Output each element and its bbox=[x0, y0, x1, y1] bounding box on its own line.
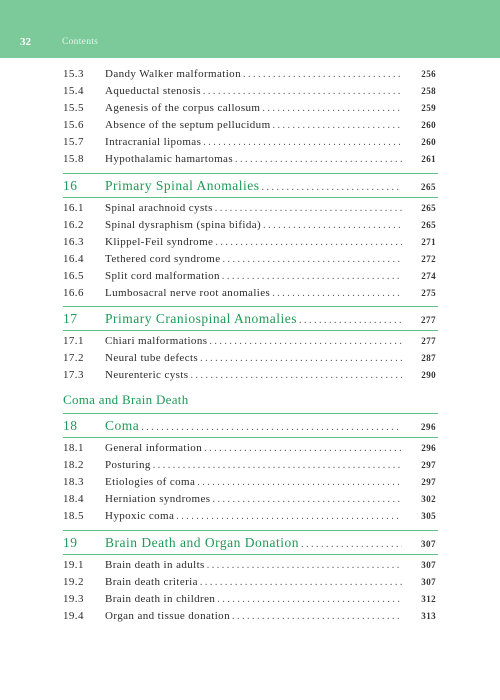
entry-number: 19.4 bbox=[63, 610, 84, 622]
toc-entry[interactable] bbox=[63, 68, 436, 84]
entry-page: 275 bbox=[421, 288, 436, 298]
chapter-rule bbox=[63, 197, 438, 198]
leader-dots bbox=[217, 594, 402, 605]
leader-dots bbox=[301, 539, 402, 550]
entry-title: Agenesis of the corpus callosum bbox=[105, 102, 261, 114]
entry-number: 16.1 bbox=[63, 202, 84, 214]
toc-entry[interactable] bbox=[63, 576, 436, 592]
section-heading: Coma and Brain Death bbox=[63, 392, 189, 407]
toc-chapter[interactable] bbox=[63, 418, 436, 436]
toc-entry[interactable] bbox=[63, 593, 436, 609]
leader-dots bbox=[207, 560, 402, 571]
entry-number: 16.4 bbox=[63, 253, 84, 265]
leader-dots bbox=[235, 154, 402, 165]
entry-number: 19.2 bbox=[63, 576, 84, 588]
chapter-page: 277 bbox=[421, 315, 436, 325]
toc-entry[interactable] bbox=[63, 369, 436, 385]
entry-page: 297 bbox=[421, 477, 436, 487]
entry-page: 258 bbox=[421, 86, 436, 96]
toc-entry[interactable] bbox=[63, 202, 436, 218]
toc-entry[interactable] bbox=[63, 102, 436, 118]
entry-title: Lumbosacral nerve root anomalies bbox=[105, 287, 271, 299]
toc-entry[interactable] bbox=[63, 236, 436, 252]
entry-title: Tethered cord syndrome bbox=[105, 253, 221, 265]
entry-page: 272 bbox=[421, 254, 436, 264]
chapter-rule bbox=[63, 554, 438, 555]
entry-title: Posturing bbox=[105, 459, 151, 471]
entry-number: 18.1 bbox=[63, 442, 84, 454]
entry-title: Aqueductal stenosis bbox=[105, 85, 201, 97]
toc-entry[interactable] bbox=[63, 287, 436, 303]
toc-entry[interactable] bbox=[63, 476, 436, 492]
chapter-rule bbox=[63, 173, 438, 174]
leader-dots bbox=[197, 477, 402, 488]
entry-title: Spinal dysraphism (spina bifida) bbox=[105, 219, 262, 231]
toc-entry[interactable] bbox=[63, 352, 436, 368]
toc-entry[interactable] bbox=[63, 493, 436, 509]
leader-dots bbox=[200, 353, 402, 364]
entry-page: 312 bbox=[421, 594, 436, 604]
entry-number: 18.3 bbox=[63, 476, 84, 488]
chapter-rule bbox=[63, 306, 438, 307]
entry-page: 297 bbox=[421, 460, 436, 470]
toc-entry[interactable] bbox=[63, 119, 436, 135]
toc-chapter[interactable] bbox=[63, 311, 436, 329]
leader-dots bbox=[153, 460, 402, 471]
entry-page: 305 bbox=[421, 511, 436, 521]
entry-number: 16.5 bbox=[63, 270, 84, 282]
entry-number: 16.6 bbox=[63, 287, 84, 299]
entry-title: Brain death criteria bbox=[105, 576, 198, 588]
toc-entry[interactable] bbox=[63, 335, 436, 351]
leader-dots bbox=[223, 254, 402, 265]
chapter-page: 265 bbox=[421, 182, 436, 192]
toc-chapter[interactable] bbox=[63, 535, 436, 553]
toc-entry[interactable] bbox=[63, 510, 436, 526]
entry-number: 16.2 bbox=[63, 219, 84, 231]
entry-page: 261 bbox=[421, 154, 436, 164]
leader-dots bbox=[263, 220, 402, 231]
entry-page: 290 bbox=[421, 370, 436, 380]
entry-page: 259 bbox=[421, 103, 436, 113]
chapter-page: 307 bbox=[421, 539, 436, 549]
entry-page: 274 bbox=[421, 271, 436, 281]
chapter-number: 17 bbox=[63, 311, 78, 326]
chapter-rule bbox=[63, 330, 438, 331]
entry-number: 15.3 bbox=[63, 68, 84, 80]
chapter-title: Primary Spinal Anomalies bbox=[105, 178, 260, 193]
entry-number: 19.3 bbox=[63, 593, 84, 605]
chapter-rule bbox=[63, 413, 438, 414]
leader-dots bbox=[299, 315, 402, 326]
entry-number: 17.1 bbox=[63, 335, 84, 347]
entry-title: Etiologies of coma bbox=[105, 476, 196, 488]
leader-dots bbox=[190, 370, 402, 381]
entry-page: 313 bbox=[421, 611, 436, 621]
entry-number: 18.5 bbox=[63, 510, 84, 522]
leader-dots bbox=[215, 203, 402, 214]
running-title: Contents bbox=[62, 37, 99, 47]
page-header bbox=[0, 0, 500, 58]
toc-entry[interactable] bbox=[63, 85, 436, 101]
entry-number: 16.3 bbox=[63, 236, 84, 248]
entry-title: Organ and tissue donation bbox=[105, 610, 230, 622]
leader-dots bbox=[200, 577, 402, 588]
entry-page: 287 bbox=[421, 353, 436, 363]
entry-title: Absence of the septum pellucidum bbox=[105, 119, 271, 131]
entry-number: 18.4 bbox=[63, 493, 84, 505]
entry-number: 17.2 bbox=[63, 352, 84, 364]
entry-number: 15.6 bbox=[63, 119, 84, 131]
chapter-title: Coma bbox=[105, 418, 140, 433]
entry-number: 15.4 bbox=[63, 85, 84, 97]
entry-number: 18.2 bbox=[63, 459, 84, 471]
leader-dots bbox=[222, 271, 402, 282]
entry-title: Dandy Walker malformation bbox=[105, 68, 241, 80]
entry-title: Hypoxic coma bbox=[105, 510, 175, 522]
toc-entry[interactable] bbox=[63, 153, 436, 169]
leader-dots bbox=[209, 336, 402, 347]
entry-page: 307 bbox=[421, 560, 436, 570]
chapter-page: 296 bbox=[421, 422, 436, 432]
leader-dots bbox=[272, 288, 402, 299]
entry-number: 19.1 bbox=[63, 559, 84, 571]
toc-entry[interactable] bbox=[63, 253, 436, 269]
leader-dots bbox=[215, 237, 402, 248]
entry-page: 256 bbox=[421, 69, 436, 79]
entry-title: Neural tube defects bbox=[105, 352, 199, 364]
chapter-number: 16 bbox=[63, 178, 78, 193]
toc-entry[interactable] bbox=[63, 559, 436, 575]
chapter-title: Brain Death and Organ Donation bbox=[105, 535, 299, 550]
toc-entry[interactable] bbox=[63, 219, 436, 235]
toc-entry[interactable] bbox=[63, 136, 436, 152]
entry-number: 15.7 bbox=[63, 136, 84, 148]
leader-dots bbox=[203, 86, 402, 97]
leader-dots bbox=[176, 511, 402, 522]
entry-page: 260 bbox=[421, 137, 436, 147]
entry-number: 15.5 bbox=[63, 102, 84, 114]
entry-page: 307 bbox=[421, 577, 436, 587]
leader-dots bbox=[203, 137, 402, 148]
entry-title: General information bbox=[105, 442, 203, 454]
toc-entry[interactable] bbox=[63, 270, 436, 286]
entry-title: Intracranial lipomas bbox=[105, 136, 202, 148]
entry-title: Brain death in adults bbox=[105, 559, 205, 571]
entry-page: 302 bbox=[421, 494, 436, 504]
chapter-number: 19 bbox=[63, 535, 78, 550]
leader-dots bbox=[262, 182, 403, 193]
entry-title: Klippel-Feil syndrome bbox=[105, 236, 214, 248]
entry-title: Chiari malformations bbox=[105, 335, 208, 347]
leader-dots bbox=[262, 103, 402, 114]
entry-page: 265 bbox=[421, 220, 436, 230]
chapter-number: 18 bbox=[63, 418, 78, 433]
toc-entry[interactable] bbox=[63, 459, 436, 475]
entry-number: 17.3 bbox=[63, 369, 84, 381]
chapter-title: Primary Craniospinal Anomalies bbox=[105, 311, 297, 326]
leader-dots bbox=[273, 120, 402, 131]
page-number: 32 bbox=[20, 36, 31, 48]
leader-dots bbox=[243, 69, 402, 80]
toc-entry[interactable] bbox=[63, 442, 436, 458]
chapter-rule bbox=[63, 437, 438, 438]
entry-title: Brain death in children bbox=[105, 593, 216, 605]
toc-entry[interactable] bbox=[63, 610, 436, 626]
leader-dots bbox=[204, 443, 402, 454]
entry-title: Split cord malformation bbox=[105, 270, 220, 282]
leader-dots bbox=[232, 611, 402, 622]
entry-page: 296 bbox=[421, 443, 436, 453]
entry-page: 271 bbox=[421, 237, 436, 247]
leader-dots bbox=[212, 494, 402, 505]
entry-page: 260 bbox=[421, 120, 436, 130]
toc-chapter[interactable] bbox=[63, 178, 436, 196]
entry-page: 265 bbox=[421, 203, 436, 213]
entry-title: Neurenteric cysts bbox=[105, 369, 189, 381]
entry-number: 15.8 bbox=[63, 153, 84, 165]
entry-page: 277 bbox=[421, 336, 436, 346]
entry-title: Spinal arachnoid cysts bbox=[105, 202, 213, 214]
entry-title: Herniation syndromes bbox=[105, 493, 211, 505]
entry-title: Hypothalamic hamartomas bbox=[105, 153, 234, 165]
leader-dots bbox=[141, 422, 402, 433]
chapter-rule bbox=[63, 530, 438, 531]
